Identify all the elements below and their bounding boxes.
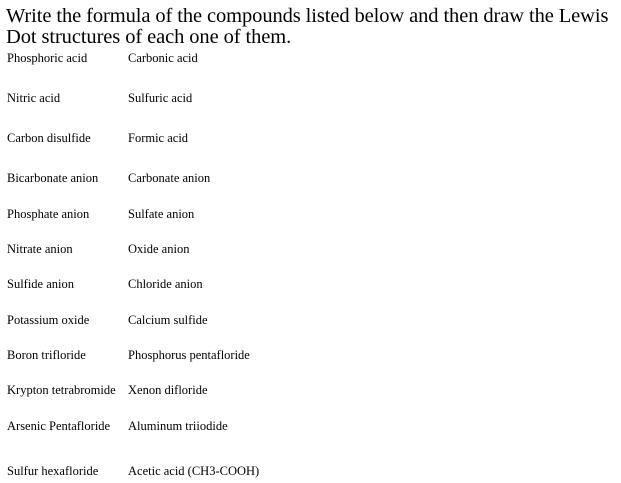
compound-item: Phosphate anion: [7, 207, 90, 221]
compound-item: Acetic acid (CH3-COOH): [128, 464, 260, 478]
compound-item: Krypton tetrabromide: [7, 383, 116, 397]
compound-item: Nitric acid: [7, 91, 61, 105]
compound-item: Phosphorus pentafloride: [128, 348, 250, 362]
compound-item: Nitrate anion: [7, 242, 73, 256]
instructions-heading: [6, 6, 618, 48]
compound-item: Carbonic acid: [128, 51, 198, 65]
compound-item: Arsenic Pentafloride: [7, 419, 111, 433]
compound-item: Phosphoric acid: [7, 51, 88, 65]
instructions-line-2: Dot structures of each one of them.: [6, 26, 292, 48]
instructions-line-1: Write the formula of the compounds listed below and then draw the Lewis: [6, 5, 609, 27]
compound-item: Sulfate anion: [128, 207, 195, 221]
compound-item: Sulfide anion: [7, 277, 75, 291]
compound-item: Carbon disulfide: [7, 131, 91, 145]
compound-item: Carbonate anion: [128, 171, 211, 185]
compound-item: Potassium oxide: [7, 313, 90, 327]
compound-item: Calcium sulfide: [128, 313, 208, 327]
compound-item: Boron trifloride: [7, 348, 86, 362]
compound-item: Aluminum triiodide: [128, 419, 228, 433]
compound-item: Bicarbonate anion: [7, 171, 99, 185]
compound-item: Sulfuric acid: [128, 91, 193, 105]
compound-item: Sulfur hexafloride: [7, 464, 99, 478]
compound-item: Xenon difloride: [128, 383, 208, 397]
compound-item: Formic acid: [128, 131, 189, 145]
compound-item: Chloride anion: [128, 277, 203, 291]
compound-item: Oxide anion: [128, 242, 190, 256]
